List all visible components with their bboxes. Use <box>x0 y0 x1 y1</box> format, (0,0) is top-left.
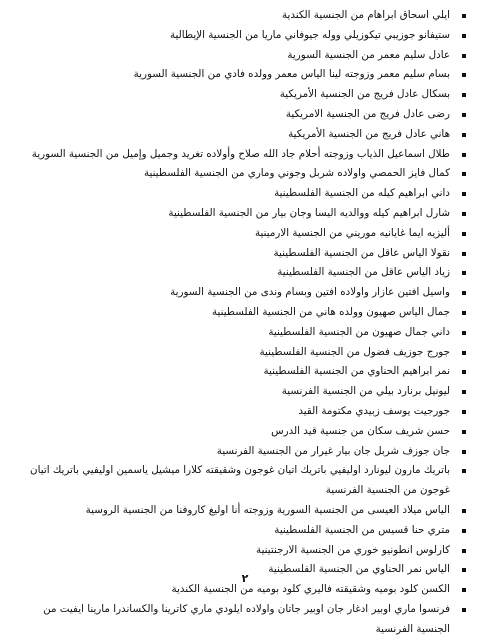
list-item-text: بسكال عادل فريج من الجنسية الأمريكية <box>279 88 450 101</box>
bullet-icon <box>462 549 466 553</box>
list-item <box>22 26 468 46</box>
list-item <box>22 125 468 145</box>
bullet-icon <box>462 509 466 513</box>
list-item-text: الكسن كلود بوميه وشقيقته فاليري كلود بوميه من الجنسية الكندية <box>171 583 450 596</box>
list-item-text: طلال اسماعيل الذياب وزوجته أحلام جاد الله صلاح وأولاده تغريد وجميل وإميل من الجنسية السورية <box>31 147 450 160</box>
bullet-icon <box>462 153 466 157</box>
list-item <box>22 402 468 422</box>
bullet-icon <box>462 331 466 335</box>
bullet-icon <box>462 430 466 434</box>
list-item-text: هاني عادل فريج من الجنسية الأمريكية <box>288 127 450 140</box>
list-item-text: كارلوس انطونيو خوري من الجنسية الارجنتينية <box>256 543 450 556</box>
list-item <box>22 521 468 541</box>
list-item-text: شارل ابراهيم كيله ووالديه اليسا وجان بيار من الجنسية الفلسطينية <box>168 206 450 219</box>
bullet-icon <box>462 370 466 374</box>
list-item-text: متري حنا قسيس من الجنسية الفلسطينية <box>274 523 450 536</box>
list-item-text: الياس ميلاد العيسى من الجنسية السورية وزوجته أنا اوليغ كاروفنا من الجنسية الروسية <box>85 503 450 516</box>
list-item <box>22 145 468 165</box>
bullet-icon <box>462 34 466 38</box>
bullet-icon <box>462 390 466 394</box>
bullet-icon <box>462 172 466 176</box>
bullet-icon <box>462 351 466 355</box>
list-item-text: باتريك مارون ليونارد اوليفيي باتريك اتيان غوجون وشقيقته كلارا ميشيل ياسمين اوليفيي باتريك اتيان غوجون من الجنسية الفرنسية <box>30 464 450 497</box>
list-item <box>22 85 468 105</box>
list-item <box>22 263 468 283</box>
list-item <box>22 461 468 501</box>
list-item <box>22 283 468 303</box>
bullet-icon <box>462 212 466 216</box>
list-item <box>22 442 468 462</box>
list-item-text: داني جمال صهيون من الجنسية الفلسطينية <box>268 325 450 338</box>
list-item <box>22 184 468 204</box>
bullet-icon <box>462 73 466 77</box>
list-item-text: ليونيل برنارد بيلي من الجنسية الفرنسية <box>281 385 450 398</box>
list-item <box>22 164 468 184</box>
list-item-text: جورجيت يوسف زبيدي مكتومة القيد <box>298 404 450 417</box>
list-item <box>22 224 468 244</box>
list-item-text: عادل سليم معمر من الجنسية السورية <box>287 48 450 61</box>
list-item <box>22 600 468 640</box>
bullet-icon <box>462 410 466 414</box>
list-item-text: بسام سليم معمر وزوجته لينا الياس معمر وولده فادي من الجنسية السورية <box>133 68 450 81</box>
bullet-icon <box>462 529 466 533</box>
list-item <box>22 501 468 521</box>
bullet-icon <box>462 252 466 256</box>
list-item <box>22 382 468 402</box>
bullet-icon <box>462 588 466 592</box>
bullet-icon <box>462 54 466 58</box>
list-item-text: كمال فايز الحمصي واولاده شربل وجوني وماري من الجنسية الفلسطينية <box>143 167 450 180</box>
list-item-text: جان جوزف شربل جان بيار غيرار من الجنسية الفرنسية <box>216 444 450 457</box>
list-item <box>22 6 468 26</box>
page-number: ٢ <box>241 572 249 585</box>
list-item-text: رضى عادل فريج من الجنسية الامريكية <box>285 107 450 120</box>
bullet-icon <box>462 291 466 295</box>
list-item-text: أليزيه ايما غايانيه موريني من الجنسية الارمينية <box>255 226 450 239</box>
list-item <box>22 204 468 224</box>
list-item-text: ايلي اسحاق ابراهام من الجنسية الكندية <box>281 9 450 21</box>
list-item <box>22 343 468 363</box>
bullet-icon <box>462 311 466 315</box>
list-item <box>22 362 468 382</box>
list-item-text: واسيل افتين عازار واولاده افتين وبسام وندى من الجنسية السورية <box>170 286 450 299</box>
bullet-icon <box>462 192 466 196</box>
list-item-text: نمر ابراهيم الحناوي من الجنسية الفلسطينية <box>263 365 450 378</box>
list-item <box>22 65 468 85</box>
bullet-icon <box>462 113 466 117</box>
list-item-text: زياد الياس عاقل من الجنسية الفلسطينية <box>277 266 450 279</box>
list-item-text: فرنسوا ماري اوبير ادغار جان اوبير جاتان واولاده ايلودي ماري كاترينا والكساندرا مارينا ايفيت من الجنسية الفرنسية <box>43 602 450 635</box>
list-item <box>22 244 468 264</box>
list-item-text: جمال الياس صهيون وولده هاني من الجنسية الفلسطينية <box>211 305 450 318</box>
list-item <box>22 303 468 323</box>
list-item <box>22 46 468 66</box>
list-item <box>22 422 468 442</box>
bullet-icon <box>462 232 466 236</box>
bullet-icon <box>462 93 466 97</box>
list-item-text: ستيفانو جوزيبي تيكوزيلي ووله جيوفاني ماريا من الجنسية الإيطالية <box>170 28 450 41</box>
list-item-text: الياس نمر الحناوي من الجنسية الفلسطينية <box>268 563 450 576</box>
bullet-icon <box>462 469 466 473</box>
bullet-icon <box>462 450 466 454</box>
bullet-icon <box>462 608 466 612</box>
list-item-text: جورج جوزيف فضول من الجنسية الفلسطينية <box>259 345 450 358</box>
list-item-text: نقولا الياس عاقل من الجنسية الفلسطينية <box>273 246 450 259</box>
naturalization-list <box>22 6 468 640</box>
list-item <box>22 323 468 343</box>
bullet-icon <box>462 271 466 275</box>
bullet-icon <box>462 14 466 18</box>
list-item <box>22 541 468 561</box>
bullet-icon <box>462 133 466 137</box>
list-item <box>22 105 468 125</box>
list-item-text: حسن شريف سكان من جنسية قيد الدرس <box>271 424 450 437</box>
list-item-text: داني ابراهيم كيله من الجنسية الفلسطينية <box>274 187 450 200</box>
